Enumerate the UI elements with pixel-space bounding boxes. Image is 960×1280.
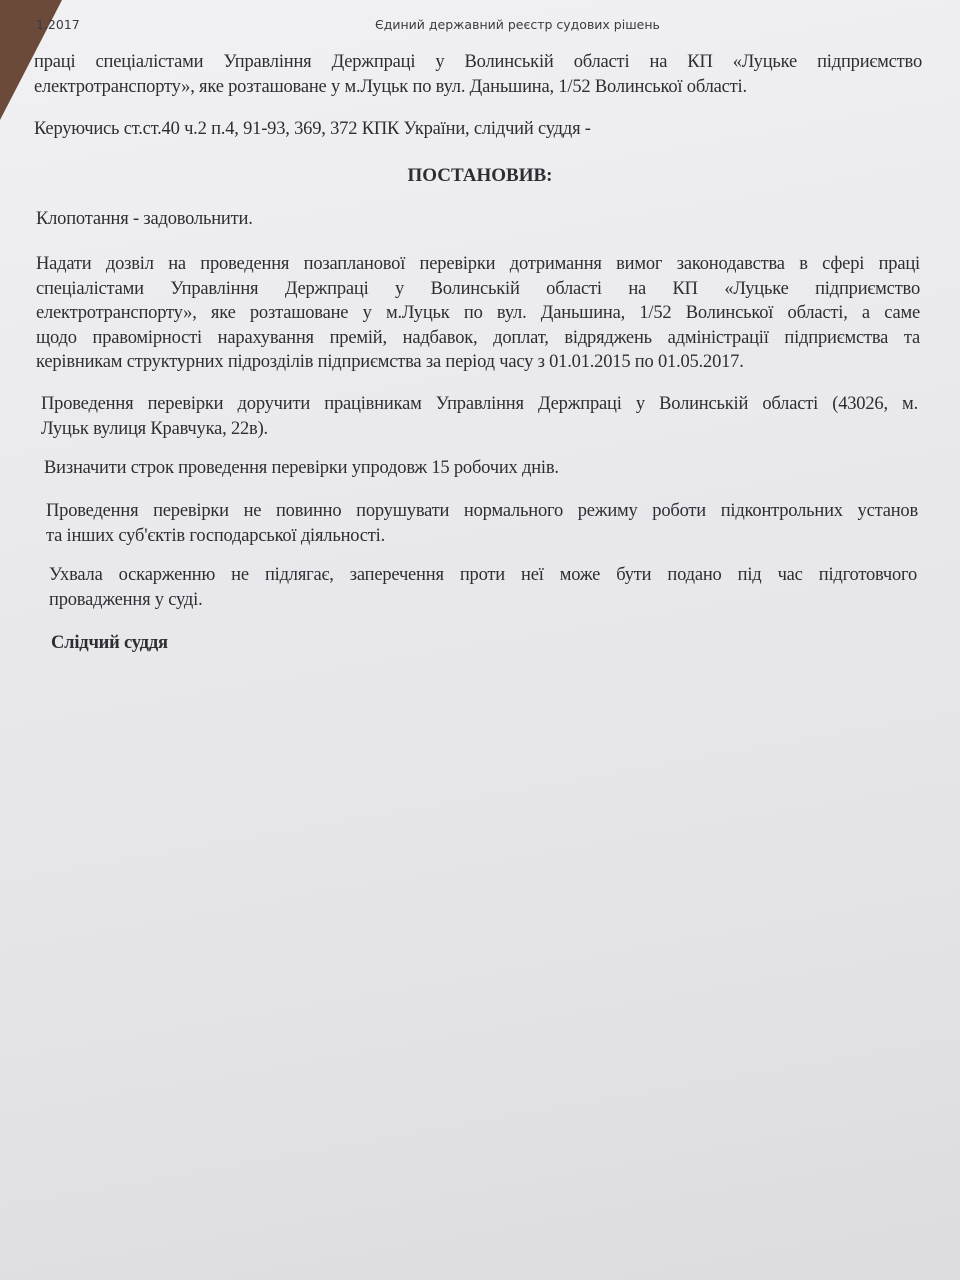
text-line: Ухвала оскарженню не підлягає, заперечення проти неї може бути подано під час підготовчого (49, 565, 917, 585)
text-line: щодо правомірності нарахування премій, надбавок, доплат, відряджень адміністрації підприємства та (36, 327, 920, 348)
paragraph-appeal (49, 563, 917, 612)
text-line: Проведення перевірки не повинно порушувати нормального режиму роботи підконтрольних установ (46, 501, 918, 521)
text-line: Луцьк вулиця Кравчука, 22в). (41, 418, 268, 439)
paragraph-grounds (34, 117, 591, 142)
text-line: та інших суб'єктів господарської діяльності. (46, 525, 386, 546)
paragraph-continuation (34, 50, 922, 99)
text-line: електротранспорту», яке розташоване у м.Луцьк по вул. Даньшина, 1/52 Волинської області, а саме (36, 303, 920, 323)
header-date: 1.2017 (36, 17, 80, 32)
paragraph-normal-operation (46, 499, 918, 548)
paragraph-term (44, 456, 559, 481)
text-line: керівникам структурних підрозділів підприємства за період часу з 01.01.2015 по 01.05.2017. (36, 352, 744, 372)
paragraph-grant-motion (36, 207, 253, 232)
text-line: Надати дозвіл на проведення позапланової перевірки дотримання вимог законодавства в сфері праці (36, 254, 920, 274)
text-line: праці спеціалістами Управління Держпраці у Волинській області на КП «Луцьке підприємство (34, 52, 922, 72)
ruling-heading: ПОСТАНОВИВ: (407, 165, 553, 186)
paragraph-permission (36, 252, 920, 375)
paragraph-assignment (41, 392, 918, 441)
text-line: Проведення перевірки доручити працівникам Управління Держпраці у Волинській області (43026, м. (41, 394, 918, 414)
header-registry-title: Єдиний державний реєстр судових рішень (375, 17, 660, 32)
text-line: Клопотання - задовольнити. (36, 209, 253, 229)
text-line: електротранспорту», яке розташоване у м.Луцьк по вул. Даньшина, 1/52 Волинської області. (34, 76, 747, 97)
text-line: Керуючись ст.ст.40 ч.2 п.4, 91-93, 369, 372 КПК України, слідчий суддя - (34, 119, 591, 139)
signature-label: Слідчий суддя (51, 633, 168, 653)
text-line: спеціалістами Управління Держпраці у Волинській області на КП «Луцьке підприємство (36, 278, 920, 299)
text-line: провадження у суді. (49, 589, 203, 610)
text-line: Визначити строк проведення перевірки упродовж 15 робочих днів. (44, 458, 559, 478)
